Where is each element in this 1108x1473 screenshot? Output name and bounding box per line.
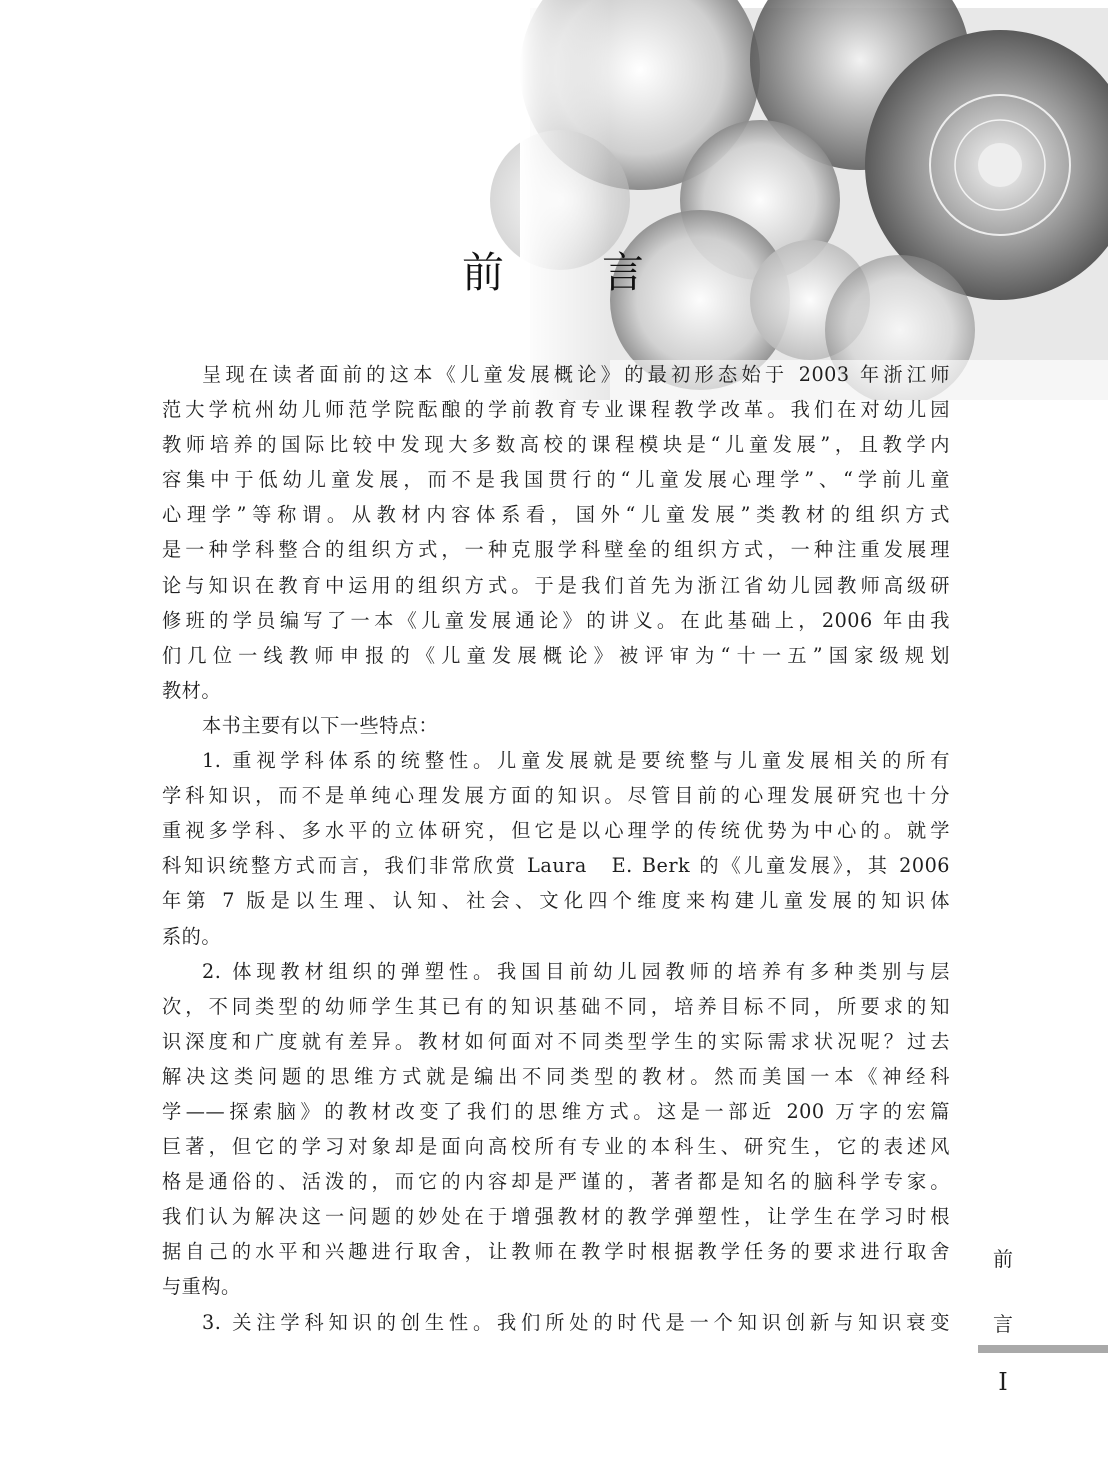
text-line: 教师培养的国际比较中发现大多数高校的课程模块是“儿童发展”，且教学内 xyxy=(162,433,950,457)
text-line: 呈现在读者面前的这本《儿童发展概论》的最初形态始于 2003 年浙江师 xyxy=(202,363,950,386)
decorative-header-graphic xyxy=(0,0,1108,400)
text-line: 论与知识在教育中运用的组织方式。于是我们首先为浙江省幼儿园教师高级研 xyxy=(162,573,950,597)
text-line: 与重构。 xyxy=(162,1275,241,1299)
text-line: 巨著，但它的学习对象却是面向高校所有专业的本科生、研究生，它的表述风 xyxy=(162,1135,950,1159)
text-line: 2. 体现教材组织的弹塑性。我国目前幼儿园教师的培养有多种类别与层 xyxy=(202,959,950,983)
text-line: 教材。 xyxy=(162,678,222,702)
side-divider-bar xyxy=(978,1345,1108,1353)
text-line: 本书主要有以下一些特点： xyxy=(202,713,439,737)
page-number: I xyxy=(998,1368,1008,1396)
side-chapter-char-2: 言 xyxy=(993,1312,1013,1336)
text-line: 重视多学科、多水平的立体研究，但它是以心理学的传统优势为中心的。就学 xyxy=(162,819,950,843)
side-chapter-char-1: 前 xyxy=(993,1247,1013,1271)
page-title-char-1: 前 xyxy=(462,248,505,297)
text-line: 格是通俗的、活泼的，而它的内容却是严谨的，著者都是知名的脑科学专家。 xyxy=(162,1170,950,1194)
text-line: 学科知识，而不是单纯心理发展方面的知识。尽管目前的心理发展研究也十分 xyxy=(162,784,950,808)
page-title-char-2: 言 xyxy=(602,248,645,297)
body-text xyxy=(162,357,950,1340)
text-line: 系的。 xyxy=(162,924,222,948)
text-line: 们几位一线教师申报的《儿童发展概论》被评审为“十一五”国家级规划 xyxy=(162,643,950,667)
text-line: 我们认为解决这一问题的妙处在于增强教材的教学弹塑性，让学生在学习时根 xyxy=(162,1205,950,1229)
text-line: 科知识统整方式而言，我们非常欣赏 Laura E. Berk 的《儿童发展》，其 2006 xyxy=(162,854,950,878)
text-line: 学——探索脑》的教材改变了我们的思维方式。这是一部近 200 万字的宏篇 xyxy=(162,1099,950,1123)
text-line: 识深度和广度就有差异。教材如何面对不同类型学生的实际需求状况呢？过去 xyxy=(162,1029,950,1053)
text-line: 修班的学员编写了一本《儿童发展通论》的讲义。在此基础上，2006 年由我 xyxy=(162,608,950,632)
text-line: 是一种学科整合的组织方式，一种克服学科壁垒的组织方式，一种注重发展理 xyxy=(162,538,950,562)
text-line: 容集中于低幼儿童发展，而不是我国贯行的“儿童发展心理学”、“学前儿童 xyxy=(162,468,950,492)
text-line: 解决这类问题的思维方式就是编出不同类型的教材。然而美国一本《神经科 xyxy=(162,1064,950,1088)
text-line: 年第 7 版是以生理、认知、社会、文化四个维度来构建儿童发展的知识体 xyxy=(162,889,950,913)
text-line: 范大学杭州幼儿师范学院酝酿的学前教育专业课程教学改革。我们在对幼儿园 xyxy=(162,398,950,422)
text-line: 1. 重视学科体系的统整性。儿童发展就是要统整与儿童发展相关的所有 xyxy=(202,749,950,773)
text-line: 次，不同类型的幼师学生其已有的知识基础不同，培养目标不同，所要求的知 xyxy=(162,994,950,1018)
text-line: 心理学”等称谓。从教材内容体系看，国外“儿童发展”类教材的组织方式 xyxy=(162,503,950,527)
page-title xyxy=(462,246,662,306)
text-line: 3. 关注学科知识的创生性。我们所处的时代是一个知识创新与知识衰变 xyxy=(202,1310,950,1334)
text-line: 据自己的水平和兴趣进行取舍，让教师在教学时根据教学任务的要求进行取舍 xyxy=(162,1240,950,1264)
